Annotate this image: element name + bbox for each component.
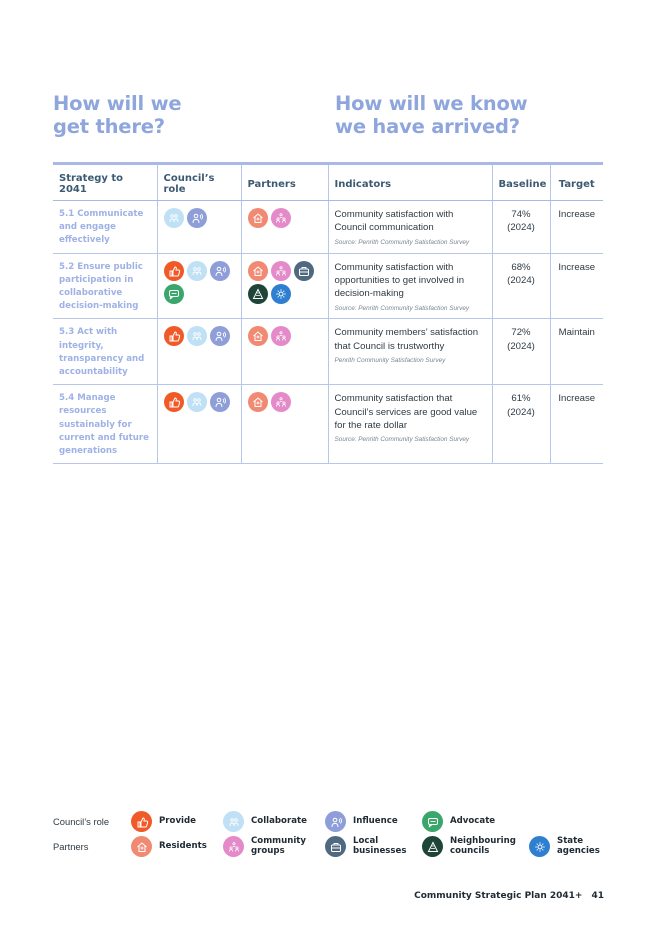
state-agencies-icon — [529, 836, 550, 857]
target-value: Increase — [558, 209, 596, 220]
indicator-source: Source: Penrith Community Satisfaction Survey — [334, 304, 470, 312]
legend-item-influence — [325, 811, 422, 832]
cell-target — [550, 201, 603, 254]
community-groups-icon — [271, 326, 291, 346]
heading-how-get-there — [53, 92, 303, 138]
provide-icon — [164, 392, 184, 412]
indicator-source: Source: Penrith Community Satisfaction Survey — [334, 238, 470, 246]
target-value: Maintain — [558, 327, 595, 339]
target-value: Increase — [558, 393, 596, 405]
influence-icon — [210, 261, 230, 281]
cell-councils-role — [157, 201, 241, 254]
collaborate-icon — [187, 261, 207, 281]
partner-icons — [248, 208, 318, 228]
header-councils-role: Council’s role — [157, 164, 241, 201]
baseline-value: 72% (2024) — [507, 327, 535, 352]
collaborate-icon — [223, 811, 244, 832]
strategy-text: 5.3 Act with integrity, transparency and accountability — [59, 327, 145, 378]
influence-icon — [210, 326, 230, 346]
table-row — [53, 253, 603, 319]
cell-councils-role — [157, 385, 241, 464]
legend-item-local-businesses — [325, 836, 422, 857]
community-groups-icon — [271, 208, 291, 228]
community-groups-icon — [271, 261, 291, 281]
local-businesses-icon — [294, 261, 314, 281]
legend-label-local-businesses: Local businesses — [353, 836, 407, 856]
partner-icons — [248, 392, 318, 412]
header-indicators: Indicators — [328, 164, 492, 201]
table-row — [53, 201, 603, 254]
header-target: Target — [550, 164, 603, 201]
role-icons — [164, 392, 234, 412]
provide-icon — [164, 261, 184, 281]
cell-partners — [241, 253, 328, 319]
strategy-text: 5.1 Communicate and engage effectively — [59, 209, 144, 246]
cell-indicator — [328, 385, 492, 464]
role-icons — [164, 261, 234, 304]
table-row — [53, 319, 603, 385]
heading-how-know-arrived — [335, 92, 605, 138]
header-strategy: Strategy to 2041 — [53, 164, 157, 201]
strategy-table — [53, 162, 603, 464]
legend-label-state-agencies: State agencies — [557, 836, 600, 856]
legend-label-neighbouring-councils: Neighbouring councils — [450, 836, 516, 856]
strategy-text: 5.2 Ensure public participation in collaborative decision-making — [59, 261, 143, 312]
role-icons — [164, 326, 234, 346]
table-header-row — [53, 164, 603, 201]
legend-item-community-groups — [223, 836, 325, 857]
legend-partners — [53, 836, 599, 857]
legend-item-provide — [131, 811, 223, 832]
provide-icon — [131, 811, 152, 832]
residents-icon — [248, 261, 268, 281]
header-baseline: Baseline — [492, 164, 550, 201]
cell-strategy — [53, 201, 157, 254]
cell-strategy — [53, 319, 157, 385]
cell-indicator — [328, 201, 492, 254]
strategy-text: 5.4 Manage resources sustainably for current and future generations — [59, 393, 149, 457]
collaborate-icon — [187, 326, 207, 346]
indicator-text: Community satisfaction that Council’s services are good value for the rate dollar — [334, 393, 478, 432]
partner-icons — [248, 261, 318, 304]
state-agencies-icon — [271, 284, 291, 304]
legend-item-neighbouring-councils — [422, 836, 529, 857]
baseline-value: 74% (2024) — [507, 209, 535, 234]
cell-councils-role — [157, 319, 241, 385]
legend-label-advocate: Advocate — [450, 815, 496, 826]
cell-baseline — [492, 385, 550, 464]
cell-strategy — [53, 385, 157, 464]
partner-icons — [248, 326, 318, 346]
legend-label-community-groups: Community groups — [251, 836, 307, 856]
cell-baseline — [492, 253, 550, 319]
cell-baseline — [492, 201, 550, 254]
legend-item-advocate — [422, 811, 502, 832]
footer-title: Community Strategic Plan 2041+ — [414, 891, 583, 901]
legend-label-collaborate: Collaborate — [251, 815, 307, 826]
indicator-text: Community members’ satisfaction that Council is trustworthy — [334, 327, 479, 352]
table-row — [53, 385, 603, 464]
cell-baseline — [492, 319, 550, 385]
indicator-text: Community satisfaction with opportunities to get involved in decision-making — [334, 261, 465, 300]
role-icons — [164, 208, 234, 228]
heading-right-line-2: we have arrived? — [335, 115, 520, 138]
heading-right-line-1: How will we know — [335, 92, 528, 115]
legend-label-residents: Residents — [159, 840, 207, 851]
baseline-value: 61% (2024) — [507, 393, 535, 418]
target-value: Increase — [558, 261, 596, 273]
influence-icon — [210, 392, 230, 412]
residents-icon — [248, 392, 268, 412]
cell-strategy — [53, 253, 157, 319]
heading-left-line-1: How will we — [53, 92, 182, 115]
residents-icon — [248, 208, 268, 228]
influence-icon — [325, 811, 346, 832]
community-groups-icon — [223, 836, 244, 857]
influence-icon — [187, 208, 207, 228]
collaborate-icon — [164, 208, 184, 228]
residents-icon — [131, 836, 152, 857]
indicator-source: Penrith Community Satisfaction Survey — [334, 357, 446, 365]
cell-councils-role — [157, 253, 241, 319]
collaborate-icon — [187, 392, 207, 412]
cell-target — [550, 253, 603, 319]
legend-role-label: Council’s role — [53, 816, 110, 827]
cell-indicator — [328, 319, 492, 385]
legend-partners-label: Partners — [53, 841, 89, 852]
legend-item-state-agencies — [529, 836, 599, 857]
baseline-value: 68% (2024) — [507, 261, 535, 287]
indicator-source: Source: Penrith Community Satisfaction Survey — [334, 436, 470, 444]
local-businesses-icon — [325, 836, 346, 857]
page-number: 41 — [591, 891, 604, 901]
community-groups-icon — [271, 392, 291, 412]
legend-label-influence: Influence — [353, 815, 398, 826]
residents-icon — [248, 326, 268, 346]
cell-target — [550, 319, 603, 385]
page-footer — [414, 891, 604, 901]
header-partners: Partners — [241, 164, 328, 201]
provide-icon — [164, 326, 184, 346]
cell-partners — [241, 319, 328, 385]
cell-partners — [241, 385, 328, 464]
legend-councils-role — [53, 811, 502, 832]
neighbouring-councils-icon — [248, 284, 268, 304]
advocate-icon — [164, 284, 184, 304]
legend-item-residents — [131, 836, 223, 857]
cell-partners — [241, 201, 328, 254]
advocate-icon — [422, 811, 443, 832]
heading-left-line-2: get there? — [53, 115, 165, 138]
cell-indicator — [328, 253, 492, 319]
legend-item-collaborate — [223, 811, 325, 832]
neighbouring-councils-icon — [422, 836, 443, 857]
legend-label-provide: Provide — [159, 815, 196, 826]
cell-target — [550, 385, 603, 464]
indicator-text: Community satisfaction with Council communication — [334, 209, 454, 234]
